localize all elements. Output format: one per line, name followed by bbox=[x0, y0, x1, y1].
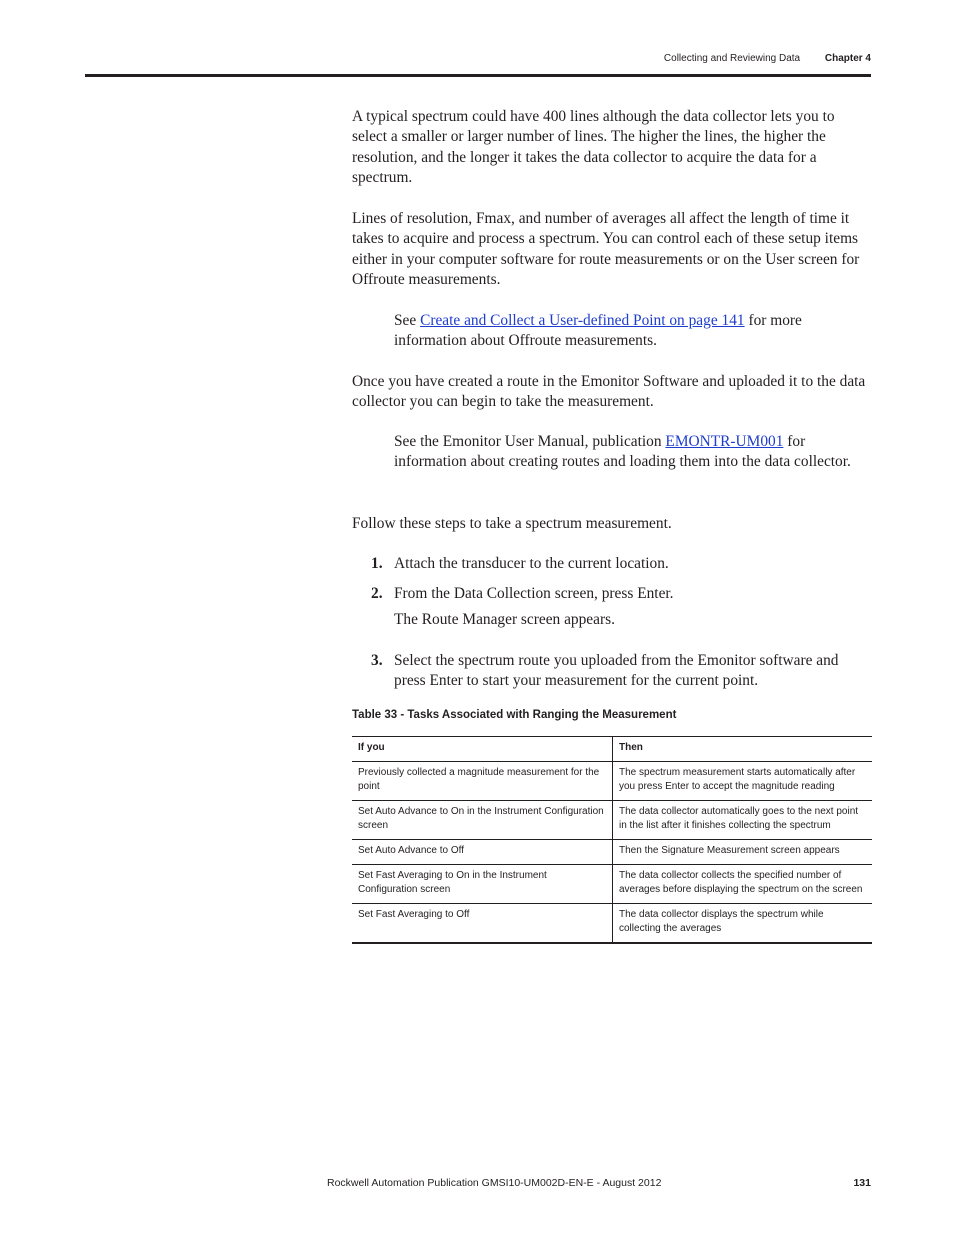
table-row bbox=[352, 904, 872, 944]
table-row bbox=[352, 840, 872, 865]
table-cell-result: The data collector collects the specified number of averages before displaying the spectrum on the screen bbox=[613, 865, 873, 904]
table-cell-condition: Set Auto Advance to Off bbox=[352, 840, 613, 865]
step-text: Attach the transducer to the current location. bbox=[394, 555, 669, 572]
table-cell-result: The data collector displays the spectrum while collecting the averages bbox=[613, 904, 873, 944]
step-number: 1. bbox=[371, 555, 383, 572]
paragraph-spectrum-lines: A typical spectrum could have 400 lines although the data collector lets you to select a smaller or larger number of lines. The higher the lines, the higher the resolution, and the longer it takes the data collector to acquire the data for a spectrum. bbox=[352, 108, 835, 187]
table-cell-condition: Set Fast Averaging to Off bbox=[352, 904, 613, 944]
step-text: Select the spectrum route you uploaded from the Emonitor software and press Enter to start your measurement for the current point. bbox=[394, 652, 839, 690]
table-cell-condition: Set Fast Averaging to On in the Instrument Configuration screen bbox=[352, 865, 613, 904]
column-header-if-you: If you bbox=[352, 737, 613, 762]
table-cell-result: The spectrum measurement starts automatically after you press Enter to accept the magnitude reading bbox=[613, 762, 873, 801]
note-offroute: See Create and Collect a User-defined Point on page 141 for more information about Offroute measurements. bbox=[394, 312, 802, 350]
table-row bbox=[352, 762, 872, 801]
table-cell-result: Then the Signature Measurement screen appears bbox=[613, 840, 873, 865]
header-section-title: Collecting and Reviewing Data bbox=[663, 53, 801, 64]
paragraph-follow-steps: Follow these steps to take a spectrum measurement. bbox=[352, 515, 672, 532]
running-header bbox=[664, 53, 871, 64]
table-cell-condition: Set Auto Advance to On in the Instrument Configuration screen bbox=[352, 801, 613, 840]
column-header-then: Then bbox=[613, 737, 873, 762]
link-user-defined-point[interactable]: Create and Collect a User-defined Point on page 141 bbox=[420, 312, 745, 329]
step-number: 3. bbox=[371, 652, 383, 669]
table-row bbox=[352, 865, 872, 904]
link-emontr-um001[interactable]: EMONTR-UM001 bbox=[665, 433, 784, 450]
table-cell-condition: Previously collected a magnitude measurement for the point bbox=[352, 762, 613, 801]
table-header-row bbox=[352, 737, 872, 762]
table-cell-result: The data collector automatically goes to the next point in the list after it finishes collecting the spectrum bbox=[613, 801, 873, 840]
step-number: 2. bbox=[371, 585, 383, 602]
page-number: 131 bbox=[853, 1177, 871, 1189]
step-text: From the Data Collection screen, press Enter. bbox=[394, 585, 674, 602]
note-emonitor-manual: See the Emonitor User Manual, publication EMONTR-UM001 for information about creating routes and loading them into the data collector. bbox=[394, 433, 851, 471]
paragraph-route-created: Once you have created a route in the Emonitor Software and uploaded it to the data collector you can begin to take the measurement. bbox=[352, 373, 866, 411]
paragraph-resolution-setup: Lines of resolution, Fmax, and number of averages all affect the length of time it takes to acquire and process a spectrum. You can control each of these setup items either in your computer software for route measurements or on the User screen for Offroute measurements. bbox=[352, 210, 860, 289]
footer-publication: Rockwell Automation Publication GMSI10-UM002D-EN-E - August 2012 bbox=[327, 1177, 662, 1189]
step-result: The Route Manager screen appears. bbox=[394, 611, 615, 628]
header-rule bbox=[85, 74, 871, 77]
tasks-table bbox=[352, 736, 872, 944]
table-caption: Table 33 - Tasks Associated with Ranging the Measurement bbox=[352, 709, 677, 721]
header-chapter: Chapter 4 bbox=[824, 53, 871, 64]
table-row bbox=[352, 801, 872, 840]
